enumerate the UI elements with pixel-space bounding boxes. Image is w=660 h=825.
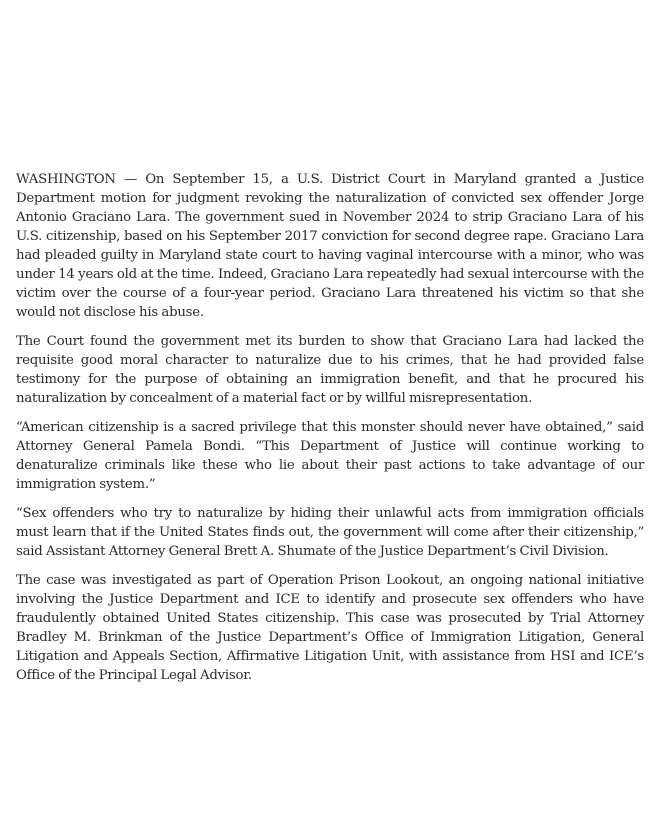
press-release-body (16, 170, 644, 695)
paragraph-investigation: The case was investigated as part of Operation Prison Lookout, an ongoing national initiative involving the Justice Department and ICE to identify and prosecute sex offenders who have fraudulently obtained United States citizenship. This case was prosecuted by Trial Attorney Bradley M. Brinkman of the Justice Department’s Office of Immigration Litigation, General Litigation and Appeals Section, Affirmative Litigation Unit, with assistance from HSI and ICE’s Office of the Principal Legal Advisor. (16, 573, 644, 683)
paragraph-intro: WASHINGTON — On September 15, a U.S. District Court in Maryland granted a Justice Department motion for judgment revoking the naturalization of convicted sex offender Jorge Antonio Graciano Lara. The government sued in November 2024 to strip Graciano Lara of his U.S. citizenship, based on his September 2017 conviction for second degree rape. Graciano Lara had pleaded guilty in Maryland state court to having vaginal intercourse with a minor, who was under 14 years old at the time. Indeed, Graciano Lara repeatedly had sexual intercourse with the victim over the course of a four-year period. Graciano Lara threatened his victim so that she would not disclose his abuse. (16, 172, 644, 320)
paragraph-ag-quote: “American citizenship is a sacred privilege that this monster should never have obtained,” said Attorney General Pamela Bondi. “This Department of Justice will continue working to denaturalize criminals like these who lie about their past actions to take advantage of our immigration system.” (16, 420, 644, 492)
paragraph-aag-quote: “Sex offenders who try to naturalize by hiding their unlawful acts from immigration officials must learn that if the United States finds out, the government will come after their citizenship,” said Assistant Attorney General Brett A. Shumate of the Justice Department’s Civil Division. (16, 506, 644, 559)
paragraph-court-finding: The Court found the government met its burden to show that Graciano Lara had lacked the requisite good moral character to naturalize due to his crimes, that he had provided false testimony for the purpose of obtaining an immigration benefit, and that he procured his naturalization by concealment of a material fact or by willful misrepresentation. (16, 334, 644, 406)
